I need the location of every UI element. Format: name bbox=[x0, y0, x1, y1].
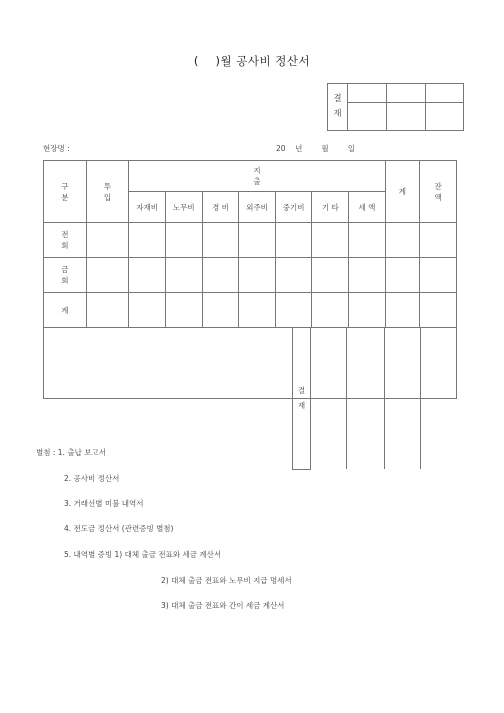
approval-sign-cell[interactable] bbox=[421, 399, 457, 470]
table-cell[interactable] bbox=[239, 293, 276, 328]
attachment-item-5-3: 3) 대체 출금 전표와 간이 세금 계산서 bbox=[161, 601, 285, 610]
bottom-area bbox=[44, 328, 457, 411]
table-cell[interactable] bbox=[312, 293, 349, 328]
header-total: 계 bbox=[385, 161, 419, 223]
header-equipment: 중기비 bbox=[275, 192, 312, 223]
site-name-label: 현장명 : bbox=[43, 144, 70, 153]
table-cell[interactable] bbox=[202, 223, 239, 258]
attachment-item-2: 2. 공사비 정산서 bbox=[64, 474, 120, 483]
header-material: 자재비 bbox=[129, 192, 166, 223]
table-cell[interactable] bbox=[385, 293, 419, 328]
table-cell[interactable] bbox=[202, 258, 239, 293]
row-label-total: 계 bbox=[44, 293, 87, 328]
table-cell[interactable] bbox=[420, 293, 457, 328]
date-line: 20 년 월 일 bbox=[276, 144, 355, 153]
table-row bbox=[44, 258, 457, 293]
approval-label-2: 재 bbox=[297, 401, 306, 411]
approval-sign-cell[interactable] bbox=[385, 399, 421, 470]
table-cell[interactable] bbox=[385, 258, 419, 293]
header-expense: 지 출 bbox=[129, 161, 385, 192]
attachment-item-1: 별첨 : 1. 출납 보고서 bbox=[36, 448, 106, 457]
header-expenses: 경 비 bbox=[202, 192, 239, 223]
table-cell[interactable] bbox=[275, 293, 312, 328]
attachment-item-4: 4. 전도금 정산서 (관련증빙 별첨) bbox=[64, 524, 174, 533]
table-cell[interactable] bbox=[86, 293, 129, 328]
approval-sign-cell[interactable] bbox=[348, 84, 387, 103]
table-cell[interactable] bbox=[349, 258, 386, 293]
table-cell[interactable] bbox=[129, 293, 166, 328]
row-label-previous: 전 회 bbox=[44, 223, 87, 258]
table-cell[interactable] bbox=[165, 293, 202, 328]
table-cell[interactable] bbox=[129, 223, 166, 258]
approval-sign-cell[interactable] bbox=[385, 328, 421, 399]
approval-sign-cell[interactable] bbox=[347, 328, 385, 399]
table-cell[interactable] bbox=[165, 223, 202, 258]
table-row bbox=[44, 223, 457, 258]
document-title: ( )월 공사비 정산서 bbox=[193, 54, 311, 68]
header-outsourcing: 외주비 bbox=[239, 192, 276, 223]
table-cell[interactable] bbox=[275, 223, 312, 258]
table-cell[interactable] bbox=[420, 258, 457, 293]
row-label-current: 금 회 bbox=[44, 258, 87, 293]
settlement-table bbox=[43, 160, 457, 411]
approval-sign-cell[interactable] bbox=[348, 103, 387, 131]
header-balance: 잔 액 bbox=[420, 161, 457, 223]
table-row bbox=[44, 293, 457, 328]
approval-sign-cell[interactable] bbox=[387, 84, 426, 103]
table-cell[interactable] bbox=[275, 258, 312, 293]
attachment-item-5: 5. 내역별 증빙 1) 대체 출금 전표와 세금 계산서 bbox=[64, 550, 222, 559]
table-cell[interactable] bbox=[202, 293, 239, 328]
approval-label-2: 재 bbox=[333, 109, 342, 119]
header-tax: 세 액 bbox=[349, 192, 386, 223]
table-cell[interactable] bbox=[312, 223, 349, 258]
table-cell[interactable] bbox=[86, 258, 129, 293]
table-cell[interactable] bbox=[312, 258, 349, 293]
table-cell[interactable] bbox=[349, 293, 386, 328]
approval-sign-cell[interactable] bbox=[311, 399, 347, 470]
table-cell[interactable] bbox=[129, 258, 166, 293]
approval-label bbox=[328, 84, 348, 131]
header-other: 기 타 bbox=[312, 192, 349, 223]
table-cell[interactable] bbox=[165, 258, 202, 293]
header-category: 구 분 bbox=[44, 161, 87, 223]
table-cell[interactable] bbox=[239, 223, 276, 258]
approval-box-top bbox=[327, 83, 464, 131]
approval-sign-cell[interactable] bbox=[426, 103, 464, 131]
table-cell[interactable] bbox=[420, 223, 457, 258]
table-cell[interactable] bbox=[349, 223, 386, 258]
table-cell[interactable] bbox=[86, 223, 129, 258]
attachment-item-3: 3. 거래선별 미불 내역서 bbox=[64, 499, 144, 508]
approval-box-bottom bbox=[292, 328, 456, 470]
approval-label-1: 결 bbox=[333, 94, 342, 104]
approval-sign-cell[interactable] bbox=[311, 328, 347, 399]
approval-sign-cell[interactable] bbox=[421, 328, 457, 399]
table-cell[interactable] bbox=[239, 258, 276, 293]
header-input: 투 입 bbox=[86, 161, 129, 223]
approval-label bbox=[293, 328, 311, 469]
approval-label-1: 결 bbox=[297, 386, 306, 396]
header-labor: 노무비 bbox=[165, 192, 202, 223]
approval-sign-cell[interactable] bbox=[426, 84, 464, 103]
table-cell[interactable] bbox=[385, 223, 419, 258]
approval-sign-cell[interactable] bbox=[347, 399, 385, 470]
approval-sign-cell[interactable] bbox=[387, 103, 426, 131]
attachment-item-5-2: 2) 대체 출금 전표와 노무비 지급 명세서 bbox=[161, 576, 292, 585]
